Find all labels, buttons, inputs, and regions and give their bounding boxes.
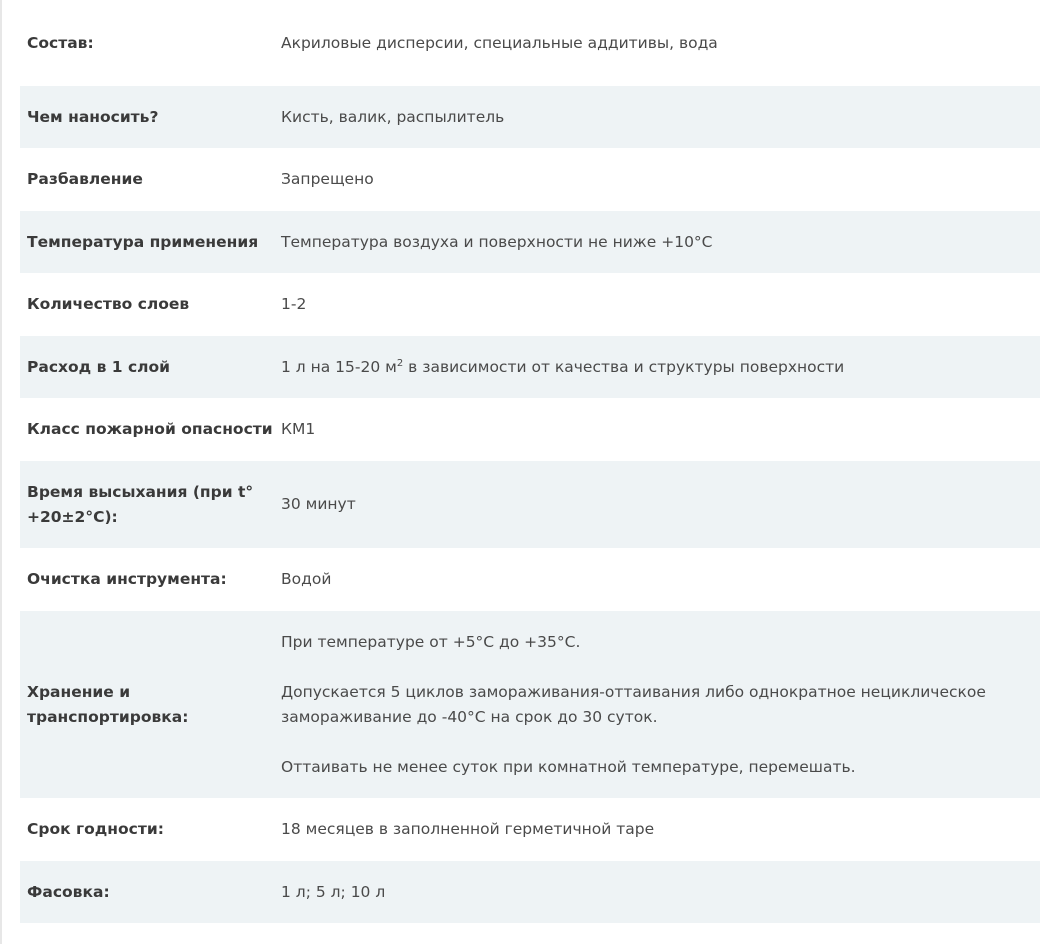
spec-row-tool-cleaning	[20, 548, 1040, 611]
spec-value: Акриловые дисперсии, специальные аддитивы, вода	[281, 33, 718, 52]
storage-paragraph: При температуре от +5°C до +35°C.	[281, 632, 581, 651]
spec-value: КМ1	[281, 420, 316, 438]
spec-row-application-temperature	[20, 211, 1040, 273]
spec-row-consumption	[20, 336, 1040, 398]
spec-row-packaging	[20, 861, 1040, 923]
storage-paragraph: Оттаивать не менее суток при комнатной температуре, перемешать.	[281, 757, 856, 776]
spec-row-dilution	[20, 148, 1040, 211]
spec-label: Состав:	[27, 33, 94, 52]
spec-row-storage	[20, 611, 1040, 798]
spec-label: Расход в 1 слой	[27, 357, 171, 376]
square-superscript: 2	[396, 357, 404, 369]
spec-value: 1-2	[281, 295, 307, 313]
spec-value	[281, 355, 1040, 380]
spec-value: Водой	[281, 570, 332, 588]
spec-label: Фасовка:	[27, 882, 110, 901]
consumption-text-tail: в зависимости от качества и структуры поверхности	[403, 357, 845, 376]
left-border	[0, 0, 2, 944]
spec-label: Хранение и транспортировка:	[27, 682, 189, 726]
spec-row-layers	[20, 273, 1040, 336]
spec-row-fire-class	[20, 398, 1040, 461]
storage-paragraph: Допускается 5 циклов замораживания-оттаивания либо однократное нециклическое замораживание до -40°C на срок до 30 суток.	[281, 682, 986, 726]
specs-table	[20, 0, 1040, 923]
spec-label: Чем наносить?	[27, 107, 159, 126]
consumption-text: 1 л на 15-20 м	[281, 357, 397, 376]
spec-value	[281, 630, 1040, 780]
spec-value: Температура воздуха и поверхности не ниже +10°C	[281, 232, 713, 251]
spec-value: 18 месяцев в заполненной герметичной таре	[281, 820, 655, 838]
spec-label: Температура применения	[27, 232, 259, 251]
spec-value: 30 минут	[281, 495, 356, 513]
spec-label: Количество слоев	[27, 295, 190, 313]
spec-label: Срок годности:	[27, 820, 164, 838]
spec-label: Класс пожарной опасности	[27, 420, 273, 438]
spec-value: Запрещено	[281, 170, 374, 188]
spec-label: Время высыхания (при t° +20±2°C):	[27, 482, 254, 526]
spec-label: Очистка инструмента:	[27, 570, 227, 588]
spec-row-shelf-life	[20, 798, 1040, 861]
spec-value: Кисть, валик, распылитель	[281, 107, 505, 126]
spec-label: Разбавление	[27, 170, 143, 188]
spec-row-drying-time	[20, 461, 1040, 548]
spec-row-application-tool	[20, 86, 1040, 148]
spec-value: 1 л; 5 л; 10 л	[281, 882, 386, 901]
spec-row-composition	[20, 0, 1040, 86]
